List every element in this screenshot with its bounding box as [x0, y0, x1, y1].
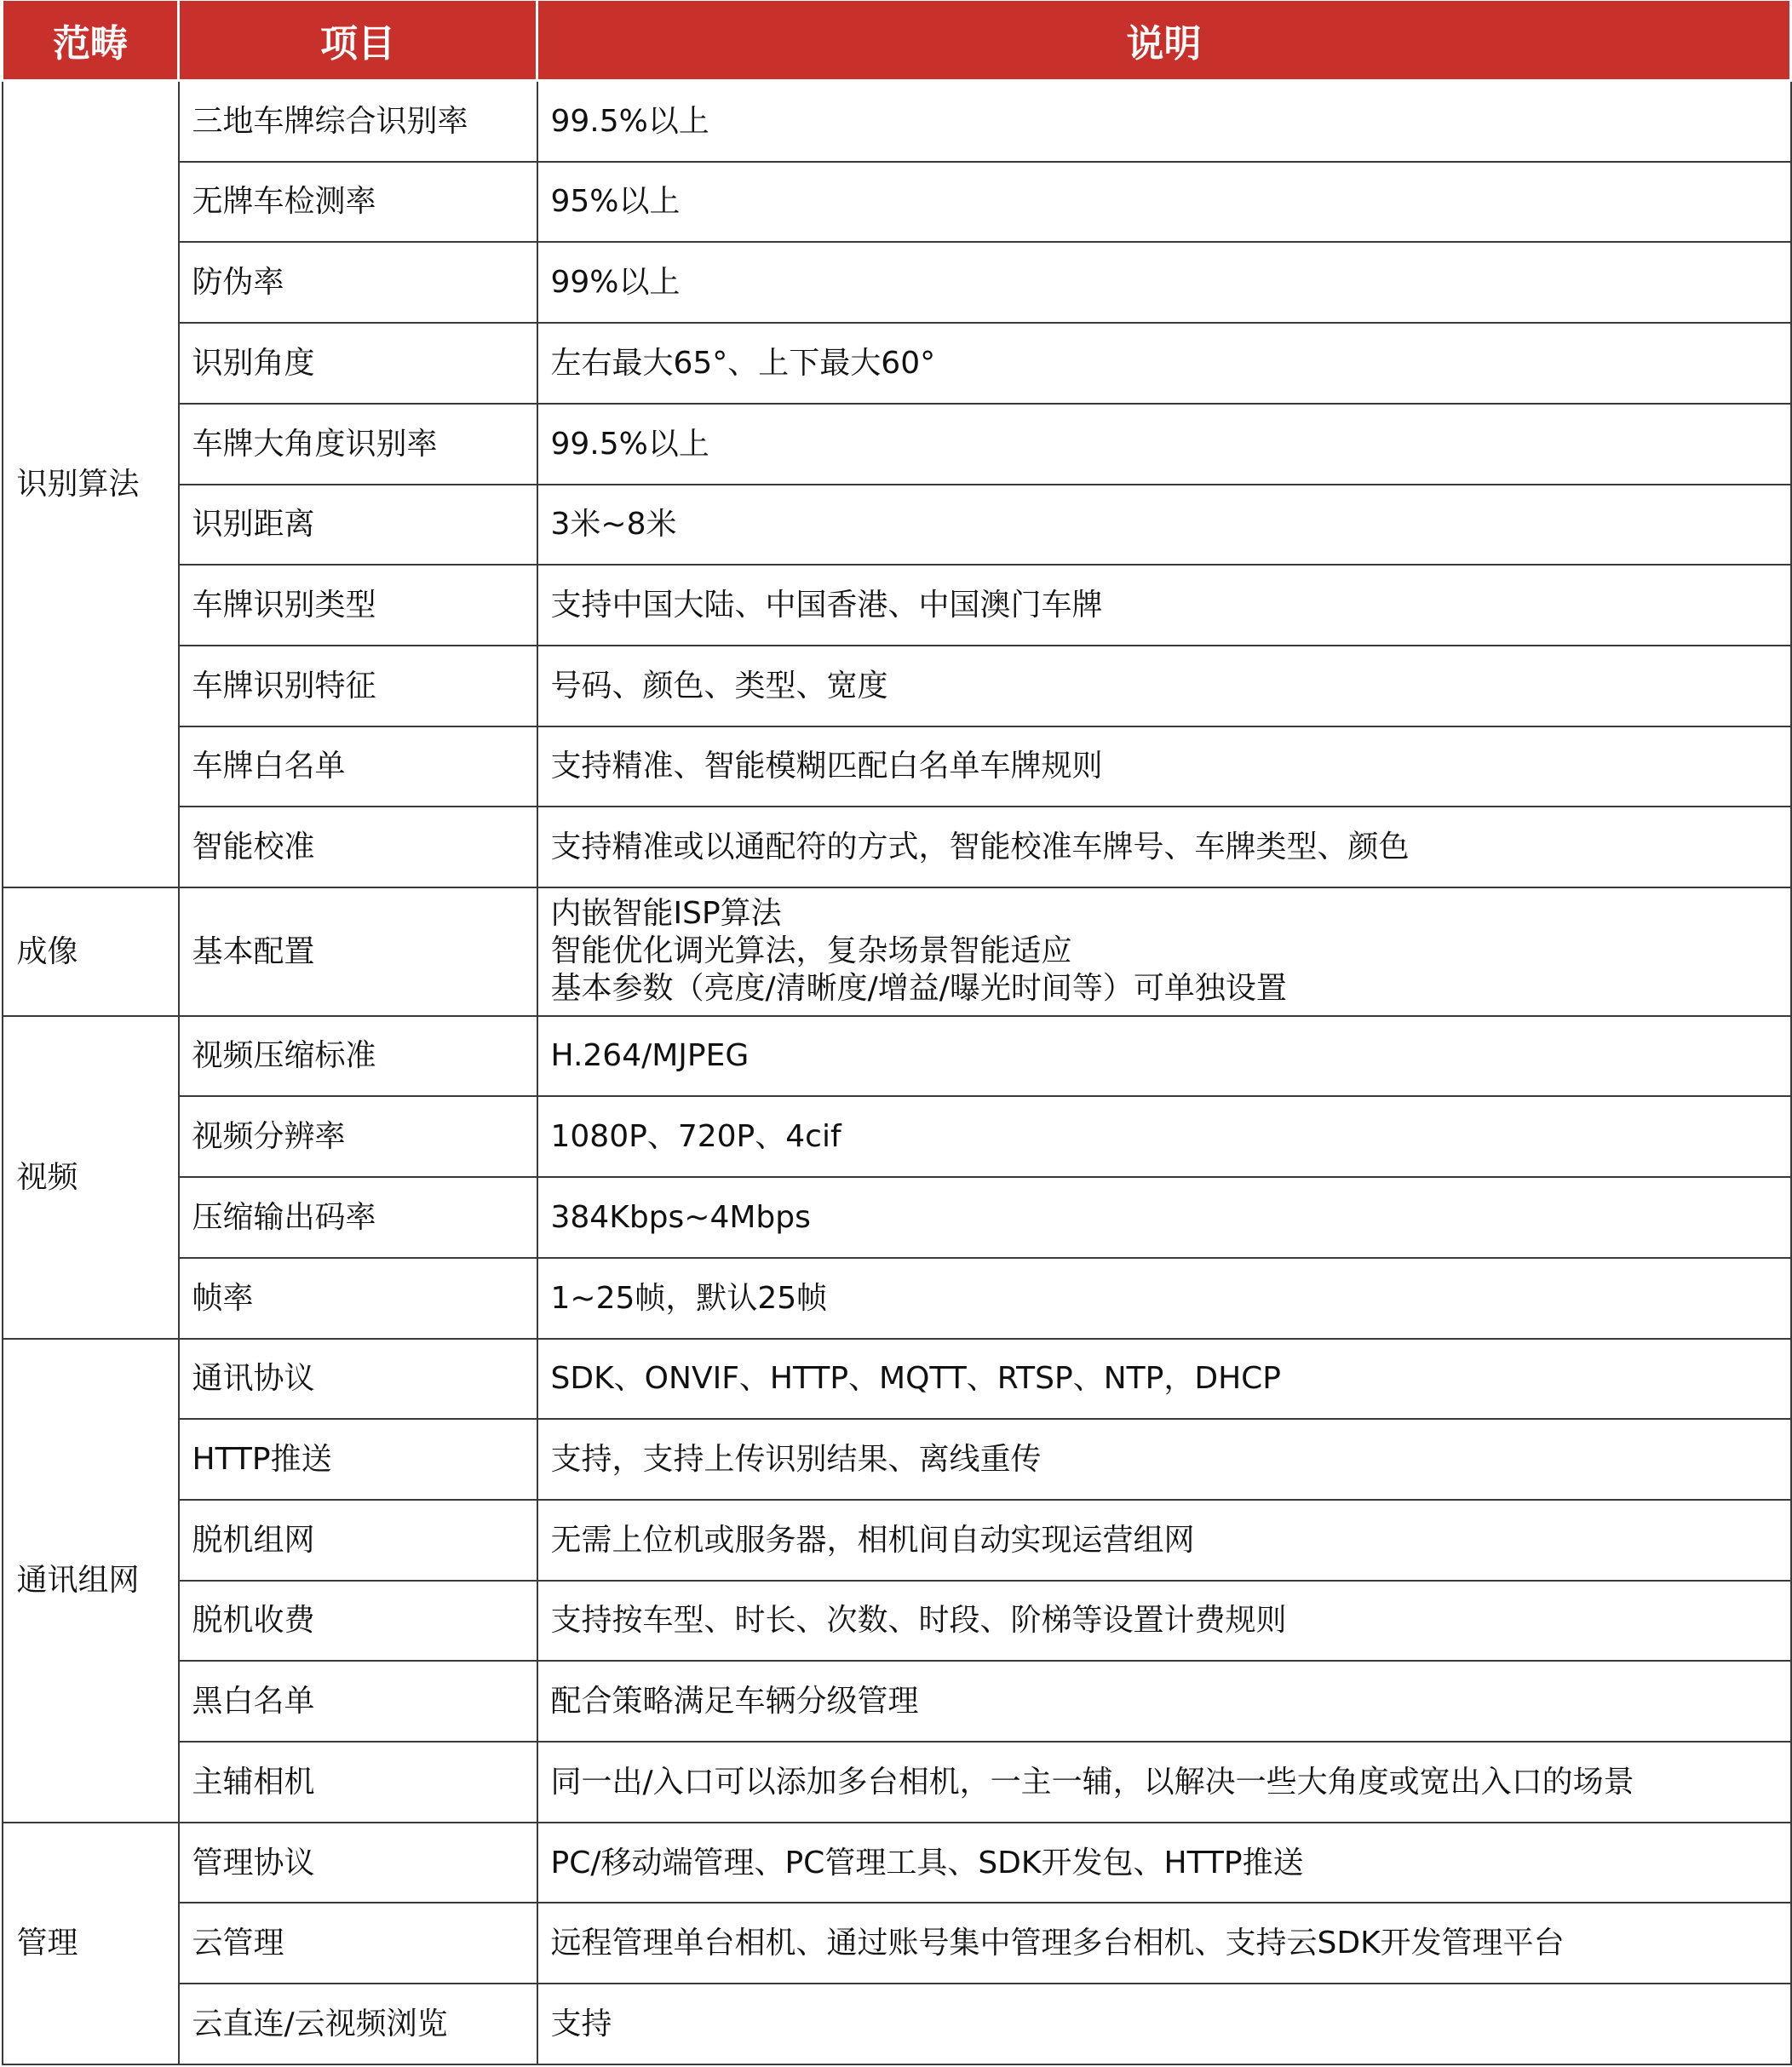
description-cell: PC/移动端管理、PC管理工具、SDK开发包、HTTP推送 — [537, 1823, 1791, 1903]
category-cell: 视频 — [3, 1016, 179, 1339]
description-cell: 99%以上 — [537, 242, 1791, 323]
description-cell: 支持精准、智能模糊匹配白名单车牌规则 — [537, 726, 1791, 807]
table-row — [3, 1984, 1791, 2064]
table-row — [3, 1661, 1791, 1742]
description-cell: 同一出/入口可以添加多台相机，一主一辅，以解决一些大角度或宽出入口的场景 — [537, 1742, 1791, 1823]
item-cell: 压缩输出码率 — [179, 1177, 537, 1258]
category-cell: 通讯组网 — [3, 1339, 179, 1823]
table-row — [3, 1096, 1791, 1177]
table-row — [3, 242, 1791, 323]
description-cell: 支持按车型、时长、次数、时段、阶梯等设置计费规则 — [537, 1581, 1791, 1662]
table-row — [3, 485, 1791, 566]
description-cell: 无需上位机或服务器，相机间自动实现运营组网 — [537, 1500, 1791, 1581]
item-cell: 云管理 — [179, 1903, 537, 1984]
description-cell: 支持 — [537, 1984, 1791, 2064]
item-cell: 基本配置 — [179, 887, 537, 1016]
table-row — [3, 1258, 1791, 1339]
table-row — [3, 1742, 1791, 1823]
table-row — [3, 323, 1791, 404]
item-cell: 智能校准 — [179, 807, 537, 887]
item-cell: 云直连/云视频浏览 — [179, 1984, 537, 2064]
header-category: 范畴 — [3, 1, 179, 81]
description-cell: 99.5%以上 — [537, 81, 1791, 162]
category-cell: 管理 — [3, 1823, 179, 2064]
description-cell: H.264/MJPEG — [537, 1016, 1791, 1097]
description-cell: SDK、ONVIF、HTTP、MQTT、RTSP、NTP，DHCP — [537, 1339, 1791, 1420]
table-row — [3, 1177, 1791, 1258]
table-row — [3, 1339, 1791, 1420]
table-row — [3, 1500, 1791, 1581]
item-cell: 主辅相机 — [179, 1742, 537, 1823]
table-row — [3, 1823, 1791, 1903]
table-row — [3, 1016, 1791, 1097]
item-cell: HTTP推送 — [179, 1419, 537, 1500]
item-cell: 视频分辨率 — [179, 1096, 537, 1177]
item-cell: 车牌白名单 — [179, 726, 537, 807]
description-cell: 384Kbps~4Mbps — [537, 1177, 1791, 1258]
description-cell: 支持精准或以通配符的方式，智能校准车牌号、车牌类型、颜色 — [537, 807, 1791, 887]
table-row — [3, 404, 1791, 485]
item-cell: 防伪率 — [179, 242, 537, 323]
description-line: 基本参数（亮度/清晰度/增益/曝光时间等）可单独设置 — [550, 971, 1287, 1007]
description-cell: 1~25帧，默认25帧 — [537, 1258, 1791, 1339]
item-cell: 脱机组网 — [179, 1500, 537, 1581]
item-cell: 三地车牌综合识别率 — [179, 81, 537, 162]
table-row — [3, 646, 1791, 726]
item-cell: 视频压缩标准 — [179, 1016, 537, 1097]
description-cell: 支持，支持上传识别结果、离线重传 — [537, 1419, 1791, 1500]
item-cell: 识别角度 — [179, 323, 537, 404]
table-row — [3, 162, 1791, 243]
header-row — [3, 1, 1791, 81]
description-cell: 99.5%以上 — [537, 404, 1791, 485]
description-cell: 号码、颜色、类型、宽度 — [537, 646, 1791, 726]
item-cell: 车牌大角度识别率 — [179, 404, 537, 485]
spec-table — [1, 1, 1792, 2065]
description-cell: 支持中国大陆、中国香港、中国澳门车牌 — [537, 565, 1791, 646]
table-row — [3, 726, 1791, 807]
table-row — [3, 565, 1791, 646]
description-cell: 远程管理单台相机、通过账号集中管理多台相机、支持云SDK开发管理平台 — [537, 1903, 1791, 1984]
header-description: 说明 — [537, 1, 1791, 81]
item-cell: 脱机收费 — [179, 1581, 537, 1662]
table-row — [3, 1581, 1791, 1662]
item-cell: 无牌车检测率 — [179, 162, 537, 243]
table-row — [3, 1903, 1791, 1984]
header-item: 项目 — [179, 1, 537, 81]
item-cell: 黑白名单 — [179, 1661, 537, 1742]
table-row — [3, 1419, 1791, 1500]
description-cell: 3米~8米 — [537, 485, 1791, 566]
item-cell: 车牌识别类型 — [179, 565, 537, 646]
description-cell — [537, 887, 1791, 1016]
description-line: 内嵌智能ISP算法 — [550, 896, 782, 932]
item-cell: 车牌识别特征 — [179, 646, 537, 726]
item-cell: 管理协议 — [179, 1823, 537, 1903]
category-cell: 成像 — [3, 887, 179, 1016]
description-cell: 1080P、720P、4cif — [537, 1096, 1791, 1177]
description-line: 智能优化调光算法，复杂场景智能适应 — [550, 933, 1072, 969]
table-row — [3, 887, 1791, 1016]
item-cell: 帧率 — [179, 1258, 537, 1339]
category-cell: 识别算法 — [3, 81, 179, 888]
description-cell: 95%以上 — [537, 162, 1791, 243]
table-row — [3, 81, 1791, 162]
item-cell: 通讯协议 — [179, 1339, 537, 1420]
description-cell: 配合策略满足车辆分级管理 — [537, 1661, 1791, 1742]
description-cell: 左右最大65°、上下最大60° — [537, 323, 1791, 404]
item-cell: 识别距离 — [179, 485, 537, 566]
table-row — [3, 807, 1791, 887]
